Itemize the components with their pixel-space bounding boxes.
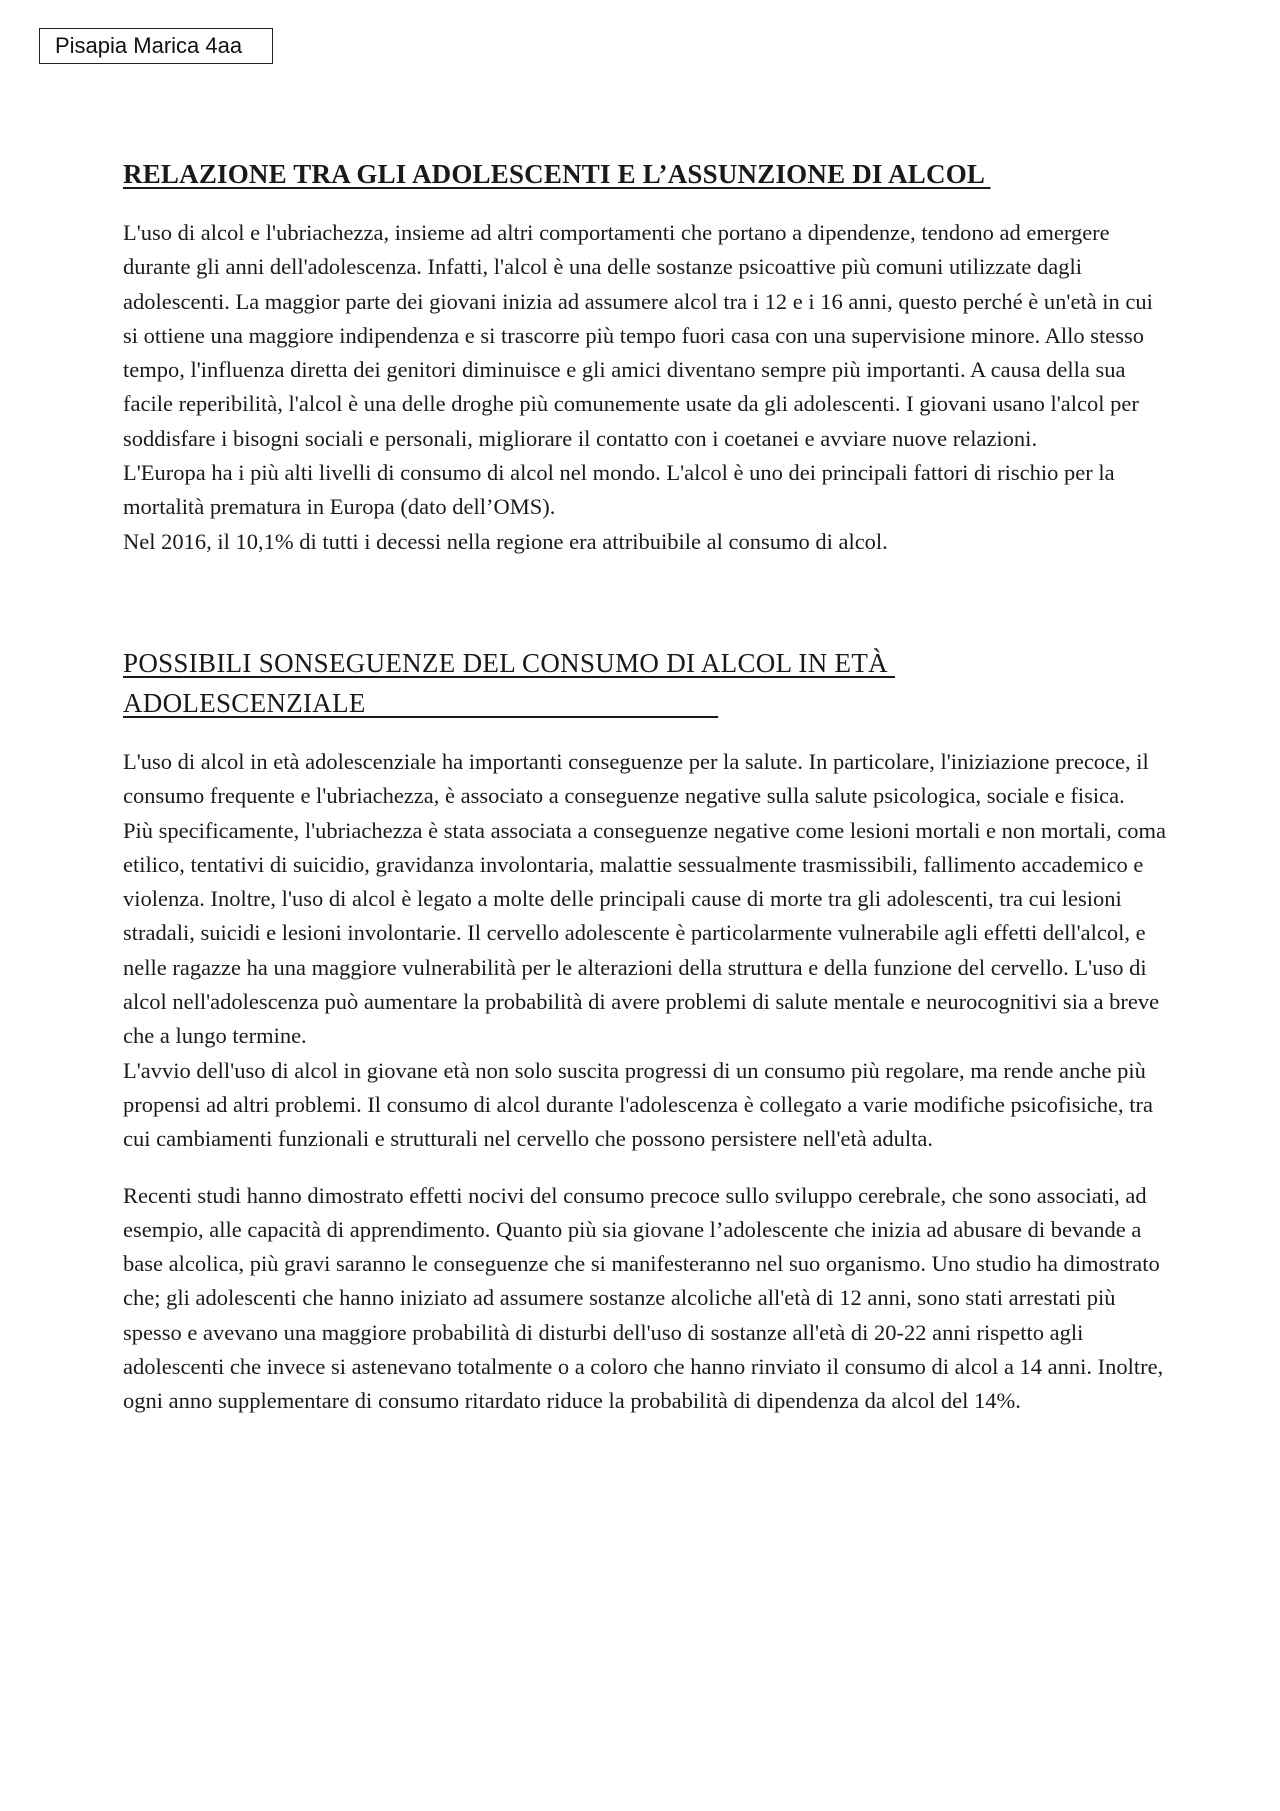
paragraph: Recenti studi hanno dimostrato effetti nocivi del consumo precoce sullo sviluppo cerebrale, che sono associati, ad esempio, alle capacità di apprendimento. Quanto più sia giovane l’adolescente che inizia ad abusare di bevande a base alcolica, più gravi saranno le conseguenze che si manifesteranno nel suo organismo. Uno studio ha dimostrato che; gli adolescenti che hanno iniziato ad assumere sostanze alcoliche all'età di 12 anni, sono stati arrestati più spesso e avevano una maggiore probabilità di disturbi dell'uso di sostanze all'età di 20-22 anni rispetto agli adolescenti che invece si astenevano totalmente o a coloro che hanno rinviato il consumo di alcol a 14 anni. Inoltre, ogni anno supplementare di consumo ritardato riduce la probabilità di dipendenza da alcol del 14%.: [123, 1182, 1164, 1414]
paragraph: L'uso di alcol e l'ubriachezza, insieme ad altri comportamenti che portano a dipendenze, tendono ad emergere durante gli anni dell'adolescenza. Infatti, l'alcol è una delle sostanze psicoattive più comuni utilizzate dagli adolescenti. La maggior parte dei giovani inizia ad assumere alcol tra i 12 e i 16 anni, questo perché è un'età in cui si ottiene una maggiore indipendenza e si trascorre più tempo fuori casa con una supervisione minore. Allo stesso tempo, l'influenza diretta dei genitori diminuisce e gli amici diventano sempre più importanti. A causa della sua facile reperibilità, l'alcol è una delle droghe più comunemente usate da gli adolescenti. I giovani usano l'alcol per soddisfare i bisogni sociali e personali, migliorare il contatto con i coetanei e avviare nuove relazioni.: [123, 220, 1153, 451]
paragraph: Nel 2016, il 10,1% di tutti i decessi nella regione era attribuibile al consumo di alcol.: [123, 528, 888, 554]
paragraph: Più specificamente, l'ubriachezza è stata associata a conseguenze negative come lesioni mortali e non mortali, coma etilico, tentativi di suicidio, gravidanza involontaria, malattie sessualmente trasmissibili, fallimento accademico e violenza. Inoltre, l'uso di alcol è legato a molte delle principali cause di morte tra gli adolescenti, tra cui lesioni stradali, suicidi e lesioni involontarie. Il cervello adolescente è particolarmente vulnerabile agli effetti dell'alcol, e nelle ragazze ha una maggiore vulnerabilità per le alterazioni della struttura e della funzione del cervello. L'uso di alcol nell'adolescenza può aumentare la probabilità di avere problemi di salute mentale e neurocognitivi sia a breve che a lungo termine.: [123, 817, 1166, 1049]
section-title-line2: ADOLESCENZIALE: [123, 687, 719, 718]
section-title-conseguenze: [123, 643, 1168, 723]
document-body: [123, 154, 1168, 1419]
paragraph: L'uso di alcol in età adolescenziale ha importanti conseguenze per la salute. In particolare, l'iniziazione precoce, il consumo frequente e l'ubriachezza, è associato a conseguenze negative sulla salute psicologica, sociale e fisica.: [123, 748, 1149, 809]
section-title-relazione: RELAZIONE TRA GLI ADOLESCENTI E L’ASSUNZIONE DI ALCOL: [123, 159, 991, 189]
paragraph: L'Europa ha i più alti livelli di consumo di alcol nel mondo. L'alcol è uno dei principali fattori di rischio per la mortalità prematura in Europa (dato dell’OMS).: [123, 460, 1115, 520]
paragraph-spacer: [123, 1157, 1168, 1179]
paragraph: L'avvio dell'uso di alcol in giovane età non solo suscita progressi di un consumo più regolare, ma rende anche più propensi ad altri problemi. Il consumo di alcol durante l'adolescenza è collegato a varie modifiche psicofisiche, tra cui cambiamenti funzionali e strutturali nel cervello che possono persistere nell'età adulta.: [123, 1057, 1153, 1152]
section-title-line1: POSSIBILI SONSEGUENZE DEL CONSUMO DI ALCOL IN ETÀ: [123, 647, 895, 678]
author-name-box: Pisapia Marica 4aa: [39, 28, 273, 64]
